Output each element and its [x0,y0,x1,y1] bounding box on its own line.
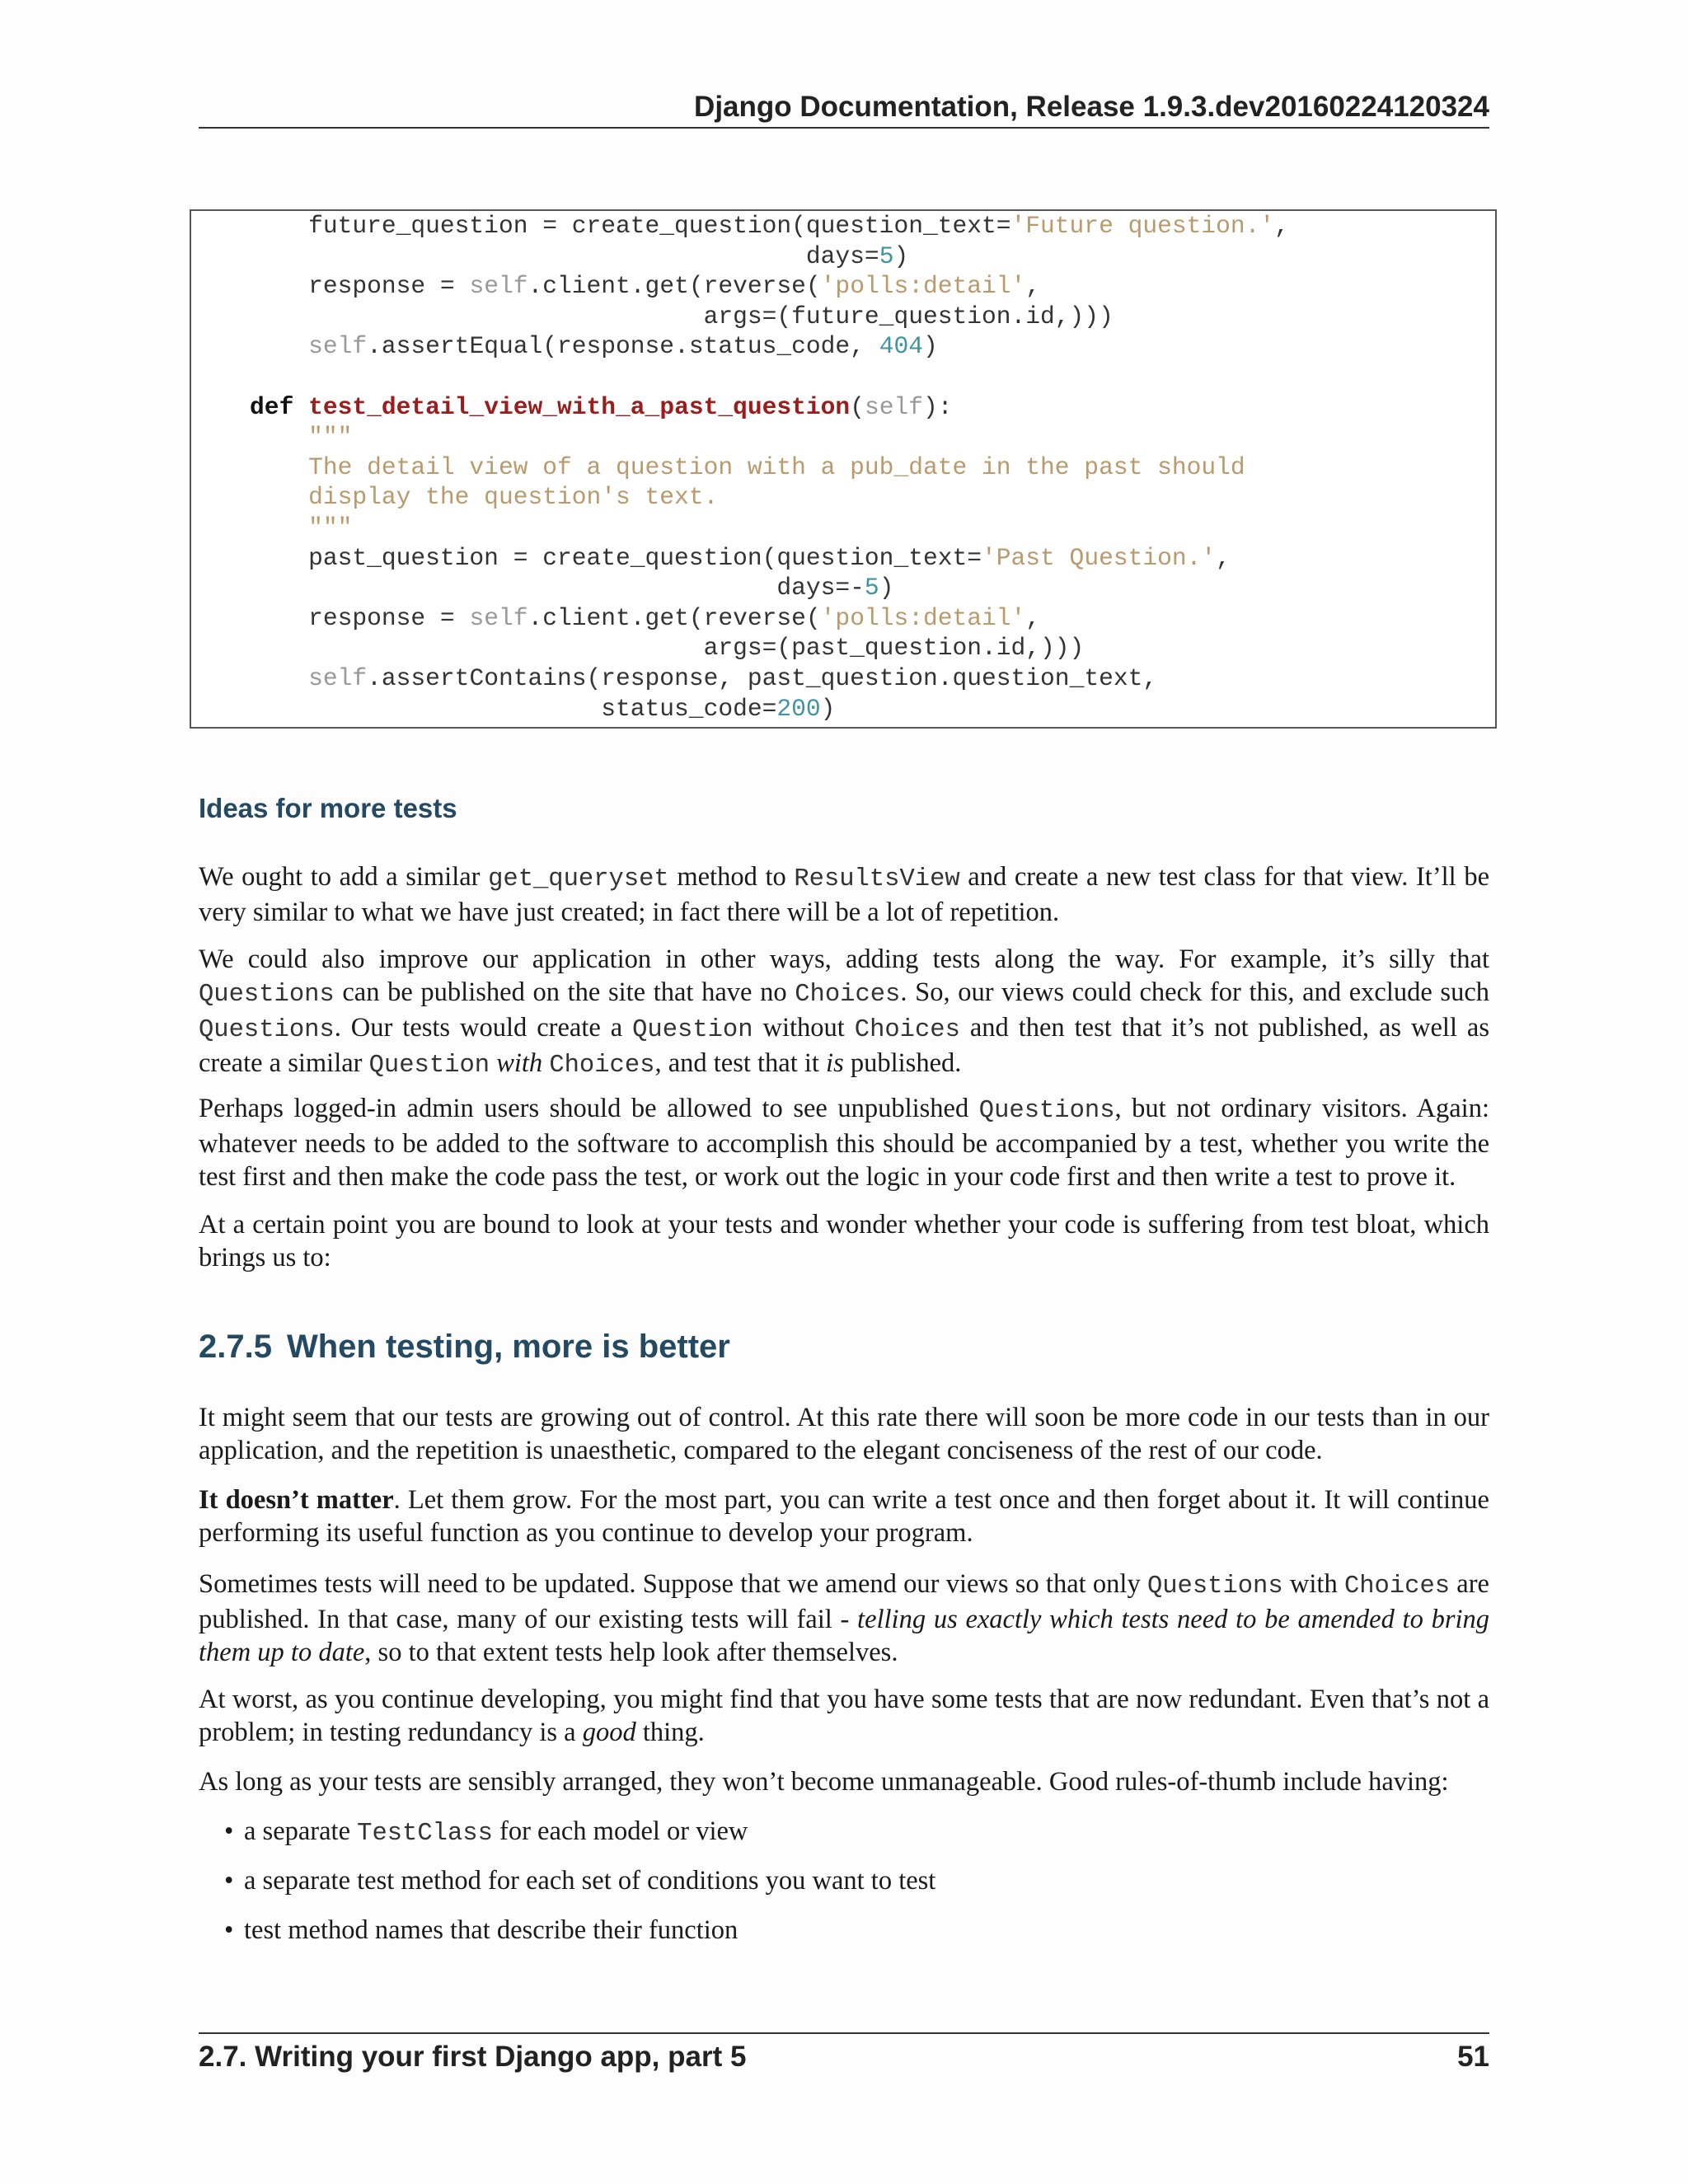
paragraph: As long as your tests are sensibly arranged, they won’t become unmanageable. Good rules-of-thumb include having: [199,1767,1449,1797]
paragraph: We ought to add a similar get_queryset method to ResultsView and create a new test class for that view. It’ll be very similar to what we have just created; in fact there will be a lot of repetition. [199,862,1489,927]
paragraph: It doesn’t matter. Let them grow. For the most part, you can write a test once and then forget about it. It will continue performing its useful function as you continue to develop your program. [199,1485,1489,1548]
code-line: past_question = create_question(question_text='Past Question.', [191,543,1231,572]
code-line: days=5) [191,241,909,270]
bullet-marker: • [224,1816,234,1846]
code-line: response = self.client.get(reverse('polls:detail', [191,272,1041,301]
code-line: display the question's text. [191,483,719,512]
code-line: """ [191,513,353,541]
paragraph: It might seem that our tests are growing out of control. At this rate there will soon be more code in our tests than in our application, and the repetition is unaesthetic, compared to the elegant conciseness of the rest of our code. [199,1403,1489,1465]
page-number: 51 [1457,2041,1489,2073]
code-line: future_question = create_question(question_text='Future question.', [191,212,1289,240]
footer-section-title: 2.7. Writing your first Django app, part 5 [199,2041,747,2073]
list-item: • a separate test method for each set of conditions you want to test [224,1866,936,1896]
code-line: days=-5) [191,574,894,602]
page-footer [199,2032,1489,2074]
list-item: • test method names that describe their function [224,1915,738,1945]
running-header: Django Documentation, Release 1.9.3.dev20160224120324 [199,91,1489,129]
paragraph: At a certain point you are bound to look at your tests and wonder whether your code is suffering from test bloat, which brings us to: [199,1210,1489,1272]
bullet-marker: • [224,1866,234,1896]
code-line: args=(future_question.id,))) [191,302,1114,330]
paragraph: Sometimes tests will need to be updated. Suppose that we amend our views so that only Questions with Choices are published. In that case, many of our existing tests will fail - telling us exactly which tests need to be amended to bring them up to date, so to that extent tests help look after themselves. [199,1569,1489,1667]
bullet-marker: • [224,1915,234,1945]
paragraph: We could also improve our application in other ways, adding tests along the way. For example, it’s silly that Questions can be published on the site that have no Choices. So, our views could check for this, and exclude such Questions. Our tests would create a Question without Choices and then test that it’s not published, as well as create a similar Question with Choices, and test that it is published. [199,944,1490,1080]
code-line: """ [191,423,353,452]
code-line: status_code=200) [191,694,836,723]
code-line: args=(past_question.id,))) [191,634,1085,663]
paragraph: At worst, as you continue developing, you might find that you have some tests that are now redundant. Even that’s not a problem; in testing redundancy is a good thing. [199,1685,1489,1747]
code-line: def test_detail_view_with_a_past_question(self): [250,392,953,421]
section-heading: 2.7.5 When testing, more is better [199,1329,730,1365]
subsection-heading: Ideas for more tests [199,793,457,823]
list-item: • a separate TestClass for each model or view [224,1816,748,1848]
code-block [190,209,1497,729]
code-line: The detail view of a question with a pub_date in the past should [191,452,1245,481]
code-line: self.assertContains(response, past_question.question_text, [308,664,1158,692]
paragraph: Perhaps logged-in admin users should be allowed to see unpublished Questions, but not ordinary visitors. Again: whatever needs to be added to the software to accomplish this should be accompanied by a test, whether you write the test first and then make the code pass the test, or work out the logic in your code first and then write a test to prove it. [199,1094,1489,1192]
code-line: response = self.client.get(reverse('polls:detail', [191,603,1041,632]
code-line: self.assertEqual(response.status_code, 404) [308,332,938,361]
